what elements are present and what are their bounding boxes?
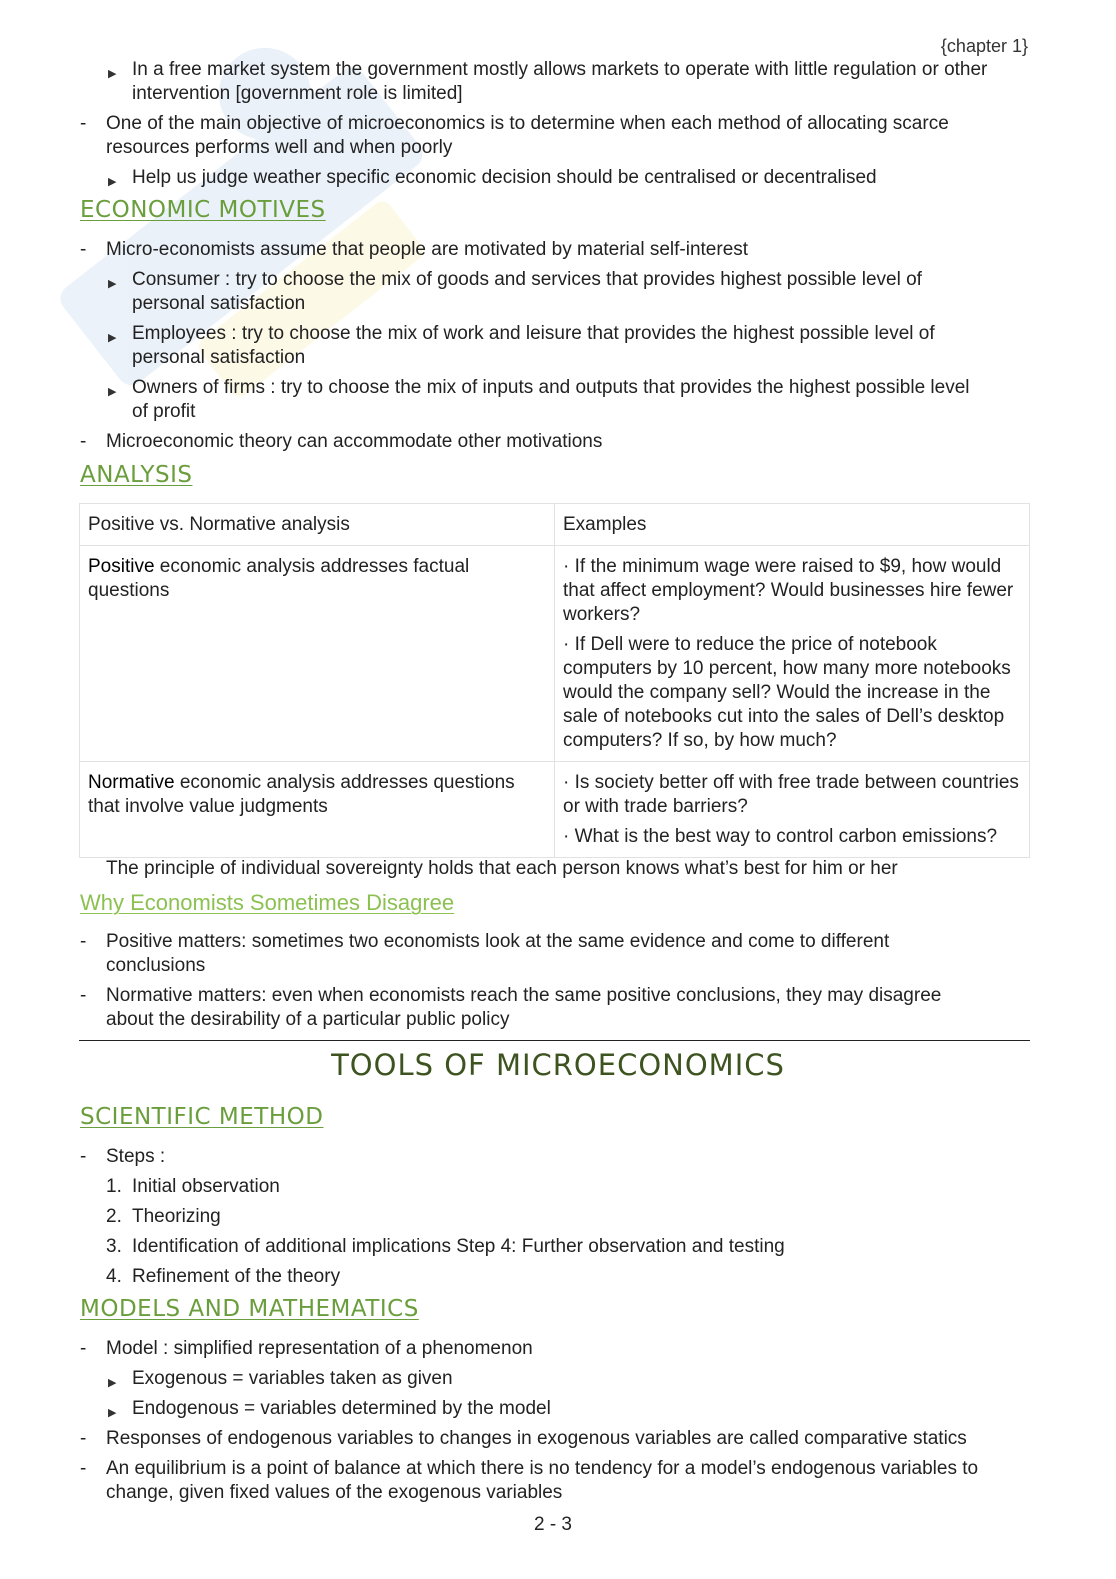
section-heading-analysis: ANALYSIS: [80, 462, 193, 488]
example-text: · If Dell were to reduce the price of notebook computers by 10 percent, how many more notebooks would the company sell? Would the increase in the sale of notebooks cut into the sales of Dell’s desktop computers? If so, by how much?: [563, 634, 1011, 751]
section-heading-economic-motives: ECONOMIC MOTIVES: [80, 197, 326, 223]
sovereignty-text: The principle of individual sovereignty holds that each person knows what’s best for him or her: [106, 858, 898, 879]
bullet-text: Exogenous = variables taken as given: [132, 1368, 453, 1389]
triangle-bullet-icon: ▶: [108, 1407, 117, 1419]
list-item-text: Model : simplified representation of a phenomenon: [106, 1338, 533, 1359]
cell-text: economic analysis addresses questions that involve value judgments: [88, 772, 515, 817]
bullet-text: Help us judge weather specific economic decision should be centralised or decentralised: [132, 167, 877, 188]
dash-bullet: -: [80, 1338, 87, 1359]
bullet-text: Endogenous = variables determined by the model: [132, 1398, 551, 1419]
list-item-text: One of the main objective of microeconomics is to determine when each method of allocating scarce: [106, 113, 949, 134]
list-item-text: about the desirability of a particular public policy: [106, 1009, 510, 1030]
step-text: Theorizing: [132, 1206, 221, 1227]
analysis-table: [79, 503, 1030, 858]
list-item-text: Steps :: [106, 1146, 166, 1167]
dash-bullet: -: [80, 931, 87, 952]
step-number: 4.: [106, 1266, 122, 1287]
section-heading-scientific-method: SCIENTIFIC METHOD: [80, 1104, 324, 1130]
list-item-text: An equilibrium is a point of balance at which there is no tendency for a model’s endogenous variables to: [106, 1458, 979, 1479]
cell-text: economic analysis addresses factual questions: [88, 556, 470, 601]
table-cell: [80, 762, 555, 858]
list-item-text: conclusions: [106, 955, 206, 976]
step-number: 2.: [106, 1206, 122, 1227]
table-row: [80, 504, 1030, 546]
dash-bullet: -: [80, 431, 87, 452]
step-number: 3.: [106, 1236, 122, 1257]
list-item-text: Responses of endogenous variables to changes in exogenous variables are called comparative statics: [106, 1428, 967, 1449]
step-text: Identification of additional implications Step 4: Further observation and testing: [132, 1236, 785, 1257]
horizontal-divider: [79, 1040, 1030, 1041]
dash-bullet: -: [80, 1428, 87, 1449]
table-cell: [80, 546, 555, 762]
table-cell: [555, 762, 1030, 858]
example-text: · If the minimum wage were raised to $9, how would that affect employment? Would businesses hire fewer workers?: [563, 556, 1014, 625]
step-text: Initial observation: [132, 1176, 280, 1197]
list-item-text: Normative matters: even when economists reach the same positive conclusions, they may disagree: [106, 985, 942, 1006]
triangle-bullet-icon: ▶: [108, 68, 117, 80]
dash-bullet: -: [80, 1458, 87, 1479]
step-number: 1.: [106, 1176, 122, 1197]
table-row: [80, 546, 1030, 762]
page-number: 2 - 3: [533, 1514, 573, 1535]
list-item-text: Positive matters: sometimes two economists look at the same evidence and come to different: [106, 931, 890, 952]
bullet-text: intervention [government role is limited]: [132, 83, 463, 104]
bullet-text: Employees : try to choose the mix of work and leisure that provides the highest possible level of: [132, 323, 935, 344]
bullet-text: In a free market system the government mostly allows markets to operate with little regulation or other: [132, 59, 988, 80]
table-cell: [555, 546, 1030, 762]
bullet-text: Owners of firms : try to choose the mix of inputs and outputs that provides the highest possible level: [132, 377, 970, 398]
bold-term: Normative: [88, 772, 175, 793]
table-row: [80, 762, 1030, 858]
table-header-cell: Positive vs. Normative analysis: [80, 504, 555, 546]
subsection-heading-disagree: Why Economists Sometimes Disagree: [80, 890, 455, 915]
bullet-text: personal satisfaction: [132, 347, 306, 368]
dash-bullet: -: [80, 1146, 87, 1167]
dash-bullet: -: [80, 113, 87, 134]
example-text: · Is society better off with free trade between countries or with trade barriers?: [563, 772, 1019, 817]
list-item-text: Microeconomic theory can accommodate other motivations: [106, 431, 603, 452]
dash-bullet: -: [80, 239, 87, 260]
chapter-label: {chapter 1}: [940, 36, 1028, 56]
bullet-text: Consumer : try to choose the mix of goods and services that provides highest possible level of: [132, 269, 922, 290]
dash-bullet: -: [80, 985, 87, 1006]
triangle-bullet-icon: ▶: [108, 1377, 117, 1389]
bullet-text: of profit: [132, 401, 196, 422]
triangle-bullet-icon: ▶: [108, 176, 117, 188]
chapter-section-title: TOOLS OF MICROECONOMICS: [331, 1048, 785, 1082]
list-item-text: change, given fixed values of the exogenous variables: [106, 1482, 563, 1503]
triangle-bullet-icon: ▶: [108, 332, 117, 344]
table-header-cell: Examples: [555, 504, 1030, 546]
section-heading-models: MODELS AND MATHEMATICS: [80, 1296, 419, 1322]
list-item-text: Micro-economists assume that people are motivated by material self-interest: [106, 239, 749, 260]
bold-term: Positive: [88, 556, 155, 577]
step-text: Refinement of the theory: [132, 1266, 341, 1287]
triangle-bullet-icon: ▶: [108, 278, 117, 290]
list-item-text: resources performs well and when poorly: [106, 137, 453, 158]
example-text: · What is the best way to control carbon emissions?: [563, 826, 998, 847]
triangle-bullet-icon: ▶: [108, 386, 117, 398]
bullet-text: personal satisfaction: [132, 293, 306, 314]
